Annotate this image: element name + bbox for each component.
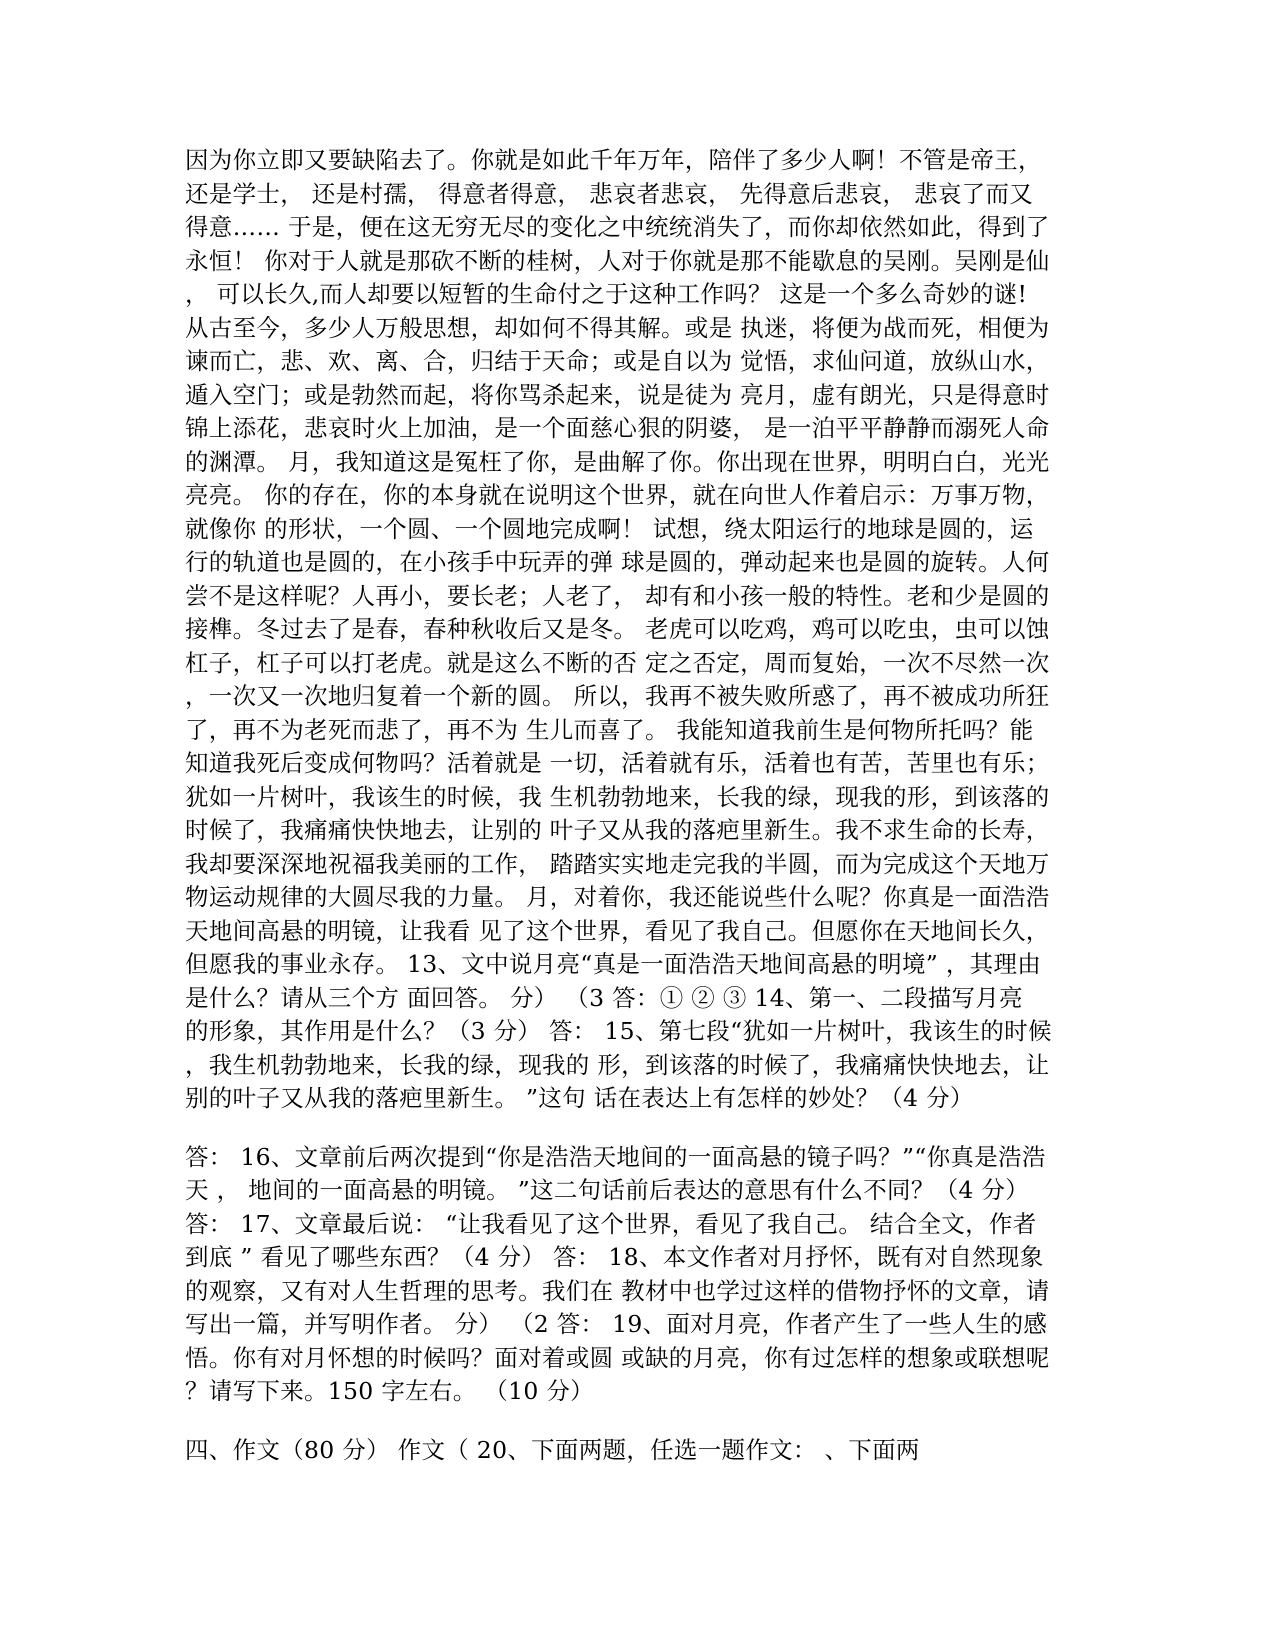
text-line: 还是学士， 还是村孺， 得意者得意， 悲哀者悲哀， 先得意后悲哀， 悲哀了而又: [185, 179, 1034, 208]
text-line: 了，再不为老死而悲了，再不为 生儿而喜了。 我能知道我前生是何物所托吗？能: [185, 715, 1034, 744]
text-line: 物运动规律的大圆尽我的力量。 月，对着你，我还能说些什么呢？你真是一面浩浩: [185, 883, 1050, 911]
text-line: 四、作文（80 分） 作文（ 20、下面两题，任选一题作文： 、下面两: [185, 1435, 920, 1464]
text-line: 天 ， 地间的一面高悬的明镜。 ”这二句话前后表达的意思有什么不同？（4 分）: [185, 1176, 1030, 1204]
questions-16-to-19: [185, 1141, 1085, 1409]
text-line: 得意…… 于是，便在这无穷无尽的变化之中统统消失了，而你却依然如此，得到了: [185, 213, 1050, 241]
text-line: 因为你立即又要缺陷去了。你就是如此千年万年，陪伴了多少人啊！不管是帝王，: [185, 146, 1042, 174]
text-line: 亮亮。 你的存在，你的本身就在说明这个世界，就在向世人作着启示：万事万物，: [185, 481, 1050, 509]
text-line: 但愿我的事业永存。 13、文中说月亮“真是一面浩浩天地间高悬的明境” ，其理由: [185, 950, 1042, 978]
text-line: 悟。你有对月怀想的时候吗？面对着或圆 或缺的月亮，你有过怎样的想象或联想呢: [185, 1343, 1050, 1372]
text-line: 是什么？请从三个方 面回答。 分） （3 答：① ② ③ 14、第一、二段描写月亮: [185, 983, 1023, 1012]
text-line: 我却要深深地祝福我美丽的工作， 踏踏实实地走完我的半圆，而为完成这个天地万: [185, 849, 1050, 878]
text-line: 知道我死后变成何物吗？活着就是 一切，活着就有乐，活着也有苦，苦里也有乐；: [185, 749, 1050, 777]
text-line: 时候了，我痛痛快快地去，让别的 叶子又从我的落疤里新生。我不求生命的长寿，: [185, 816, 1050, 844]
reading-passage-and-questions: [185, 144, 1085, 1116]
composition-section: [185, 1434, 1085, 1468]
text-line: 的形象，其作用是什么？（3 分） 答： 15、第七段“犹如一片树叶，我该生的时候: [185, 1017, 1052, 1045]
text-line: 从古至今，多少人万般思想，却如何不得其解。或是 执迷，将便为战而死，相便为: [185, 313, 1050, 342]
text-line: 写出一篇，并写明作者。 分） （2 答： 19、面对月亮，作者产生了一些人生的感: [185, 1310, 1048, 1338]
text-line: 答： 16、文章前后两次提到“你是浩浩天地间的一面高悬的镜子吗？”“你真是浩浩: [185, 1142, 1046, 1171]
text-line: 遁入空门；或是勃然而起，将你骂杀起来，说是徒为 亮月，虚有朗光，只是得意时: [185, 380, 1050, 409]
text-line: 犹如一片树叶，我该生的时候，我 生机勃勃地来，长我的绿，现我的形，到该落的: [185, 782, 1050, 811]
text-line: ？请写下来。150 字左右。 （10 分）: [185, 1377, 594, 1405]
text-line: 永恒！ 你对于人就是那砍不断的桂树，人对于你就是那不能歇息的吴刚。吴刚是仙: [185, 246, 1050, 275]
paragraph-gap: [185, 1116, 1085, 1141]
text-line: 别的叶子又从我的落疤里新生。 ”这句 话在表达上有怎样的妙处？（4 分）: [185, 1084, 974, 1112]
text-line: 天地间高悬的明镜，让我看 见了这个世界，看见了我自己。但愿你在天地间长久，: [185, 916, 1050, 945]
document-page: [185, 144, 1085, 1467]
text-line: 到底 ” 看见了哪些东西？（4 分） 答： 18、本文作者对月抒怀，既有对自然现象: [185, 1243, 1044, 1271]
text-line: 锦上添花，悲哀时火上加油，是一个面慈心狠的阴婆， 是一泊平平静静而溺死人命: [185, 414, 1050, 442]
text-line: 的观察，又有对人生哲理的思考。我们在 教材中也学过这样的借物抒怀的文章，请: [185, 1276, 1050, 1305]
text-line: 尝不是这样呢？人再小，要长老；人老了， 却有和小孩一般的特性。老和少是圆的: [185, 581, 1050, 610]
text-line: ， 可以长久,而人却要以短暂的生命付之于这种工作吗？ 这是一个多么奇妙的谜!: [185, 280, 1028, 308]
paragraph-gap: [185, 1409, 1085, 1434]
text-line: 的渊潭。 月，我知道这是冤枉了你，是曲解了你。你出现在世界，明明白白，光光: [185, 447, 1050, 476]
text-line: 杠子，杠子可以打老虎。就是这么不断的否 定之否定，周而复始，一次不尽然一次: [185, 648, 1050, 677]
text-line: 答： 17、文章最后说： “让我看见了这个世界，看见了我自己。 结合全文，作者: [185, 1209, 1037, 1238]
text-line: 行的轨道也是圆的，在小孩手中玩弄的弹 球是圆的，弹动起来也是圆的旋转。人何: [185, 548, 1050, 576]
text-line: ，一次又一次地归复着一个新的圆。 所以，我再不被失败所惑了，再不被成功所狂: [185, 682, 1050, 710]
text-line: 就像你 的形状，一个圆、一个圆地完成啊！ 试想，绕太阳运行的地球是圆的，运: [185, 514, 1034, 543]
text-line: 接榫。冬过去了是春，春种秋收后又是冬。 老虎可以吃鸡，鸡可以吃虫，虫可以蚀: [185, 615, 1050, 643]
text-line: ，我生机勃勃地来，长我的绿，现我的 形，到该落的时候了，我痛痛快快地去，让: [185, 1050, 1050, 1079]
text-line: 谏而亡，悲、欢、离、合，归结于天命；或是自以为 觉悟，求仙问道，放纵山水，: [185, 347, 1050, 375]
